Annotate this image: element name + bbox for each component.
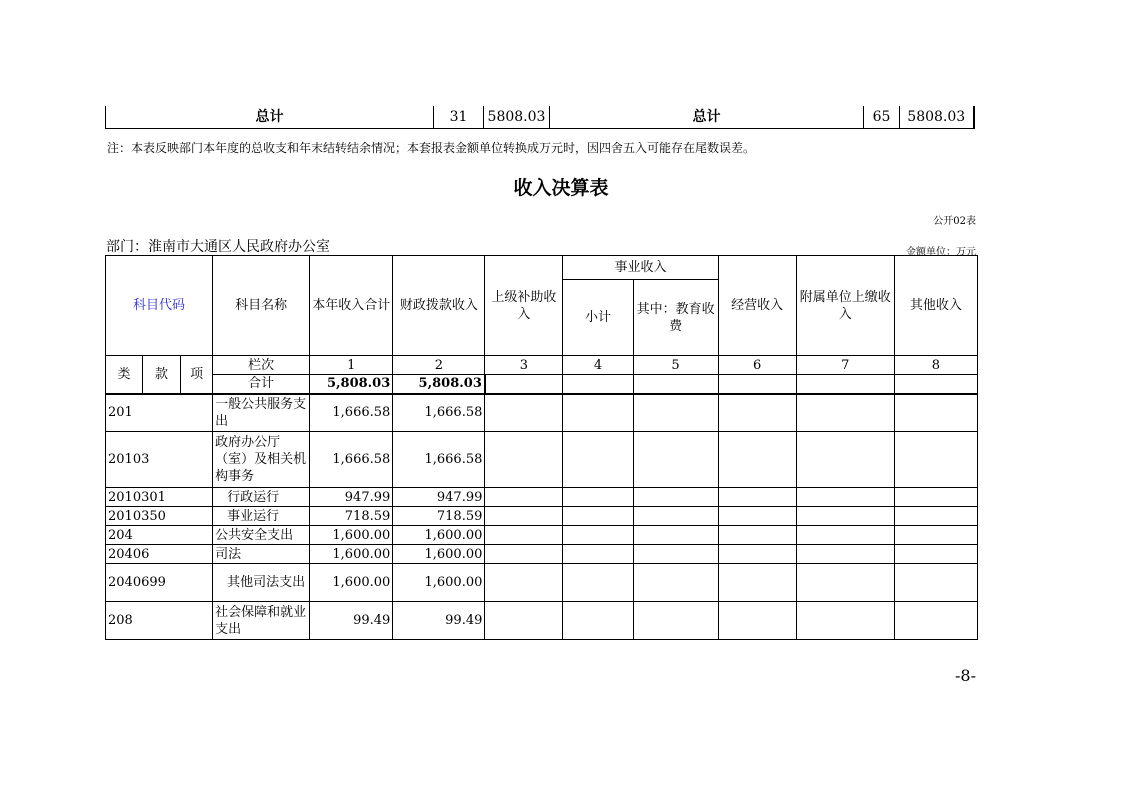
header-superior: 上级补助收入 xyxy=(485,256,563,356)
header-education: 其中：教育收费 xyxy=(633,280,718,356)
header-operating: 经营收入 xyxy=(718,256,796,356)
totals-superior xyxy=(485,375,563,394)
row-name: 一般公共服务支出 xyxy=(213,394,310,432)
row-total: 718.59 xyxy=(310,507,393,526)
summary-row xyxy=(106,106,974,129)
row-fiscal: 1,600.00 xyxy=(393,564,485,602)
table-row xyxy=(106,394,978,432)
row-name: 行政运行 xyxy=(213,488,310,507)
table-row xyxy=(106,507,978,526)
column-number-1: 1 xyxy=(310,356,393,375)
totals-fiscal: 5,808.03 xyxy=(393,375,485,394)
totals-affiliated xyxy=(796,375,894,394)
totals-operating xyxy=(718,375,796,394)
row-name: 社会保障和就业支出 xyxy=(213,602,310,640)
row-code: 204 xyxy=(106,526,213,545)
column-number-row xyxy=(106,356,978,375)
row-name: 司法 xyxy=(213,545,310,564)
totals-subtotal xyxy=(563,375,633,394)
row-name: 事业运行 xyxy=(213,507,310,526)
table-row xyxy=(106,602,978,640)
column-number-7: 7 xyxy=(796,356,894,375)
row-code: 2010350 xyxy=(106,507,213,526)
row-code: 208 xyxy=(106,602,213,640)
page-number: -8- xyxy=(955,666,976,685)
row-fiscal: 1,666.58 xyxy=(393,394,485,432)
totals-education xyxy=(633,375,718,394)
header-subtotal: 小计 xyxy=(563,280,633,356)
department-label: 部门：淮南市大通区人民政府办公室 xyxy=(106,239,330,255)
row-fiscal: 1,600.00 xyxy=(393,526,485,545)
row-fiscal: 99.49 xyxy=(393,602,485,640)
row-name: 公共安全支出 xyxy=(213,526,310,545)
summary-table xyxy=(105,106,975,129)
header-name: 科目名称 xyxy=(213,256,310,356)
row-total: 1,600.00 xyxy=(310,545,393,564)
header-lei: 类 xyxy=(106,356,143,394)
table-row xyxy=(106,488,978,507)
row-fiscal: 1,666.58 xyxy=(393,432,485,488)
row-total: 947.99 xyxy=(310,488,393,507)
row-code: 20406 xyxy=(106,545,213,564)
column-number-2: 2 xyxy=(393,356,485,375)
summary-left-label: 总计 xyxy=(106,106,434,129)
table-row xyxy=(106,545,978,564)
row-total: 99.49 xyxy=(310,602,393,640)
header-affiliated: 附属单位上缴收入 xyxy=(796,256,894,356)
row-name: 政府办公厅（室）及相关机构事务 xyxy=(213,432,310,488)
row-code: 201 xyxy=(106,394,213,432)
summary-left-line: 31 xyxy=(434,106,484,129)
totals-row xyxy=(106,375,978,394)
row-code: 2040699 xyxy=(106,564,213,602)
summary-left-amount: 5808.03 xyxy=(484,106,550,129)
row-code: 2010301 xyxy=(106,488,213,507)
page-title: 收入决算表 xyxy=(513,177,609,199)
column-number-3: 3 xyxy=(485,356,563,375)
summary-right-amount: 5808.03 xyxy=(900,106,974,129)
header-kuan: 款 xyxy=(143,356,181,394)
column-number-4: 4 xyxy=(563,356,633,375)
header-business: 事业收入 xyxy=(563,256,718,280)
table-row xyxy=(106,564,978,602)
row-total: 1,666.58 xyxy=(310,394,393,432)
unit-label: 金额单位：万元 xyxy=(906,247,976,258)
totals-other xyxy=(894,375,977,394)
row-total: 1,666.58 xyxy=(310,432,393,488)
column-number-5: 5 xyxy=(633,356,718,375)
row-code: 20103 xyxy=(106,432,213,488)
row-name: 其他司法支出 xyxy=(213,564,310,602)
row-total: 1,600.00 xyxy=(310,526,393,545)
totals-total: 5,808.03 xyxy=(310,375,393,394)
header-fiscal: 财政拨款收入 xyxy=(393,256,485,356)
header-xiang: 项 xyxy=(181,356,213,394)
summary-right-line: 65 xyxy=(864,106,900,129)
row-fiscal: 947.99 xyxy=(393,488,485,507)
header-other: 其他收入 xyxy=(894,256,977,356)
summary-right-label: 总计 xyxy=(550,106,864,129)
row-total: 1,600.00 xyxy=(310,564,393,602)
form-number: 公开02表 xyxy=(933,216,976,227)
column-number-6: 6 xyxy=(718,356,796,375)
income-table xyxy=(105,255,978,640)
header-total: 本年收入合计 xyxy=(310,256,393,356)
row-fiscal: 718.59 xyxy=(393,507,485,526)
header-sum: 合计 xyxy=(213,375,310,394)
column-number-8: 8 xyxy=(894,356,977,375)
table-note: 注：本表反映部门本年度的总收支和年末结转结余情况；本套报表金额单位转换成万元时，因四舍五入可能存在尾数误差。 xyxy=(107,141,756,155)
row-fiscal: 1,600.00 xyxy=(393,545,485,564)
header-row-1 xyxy=(106,256,978,280)
table-row xyxy=(106,526,978,545)
header-column-no: 栏次 xyxy=(213,356,310,375)
header-code: 科目代码 xyxy=(106,256,213,356)
table-row xyxy=(106,432,978,488)
